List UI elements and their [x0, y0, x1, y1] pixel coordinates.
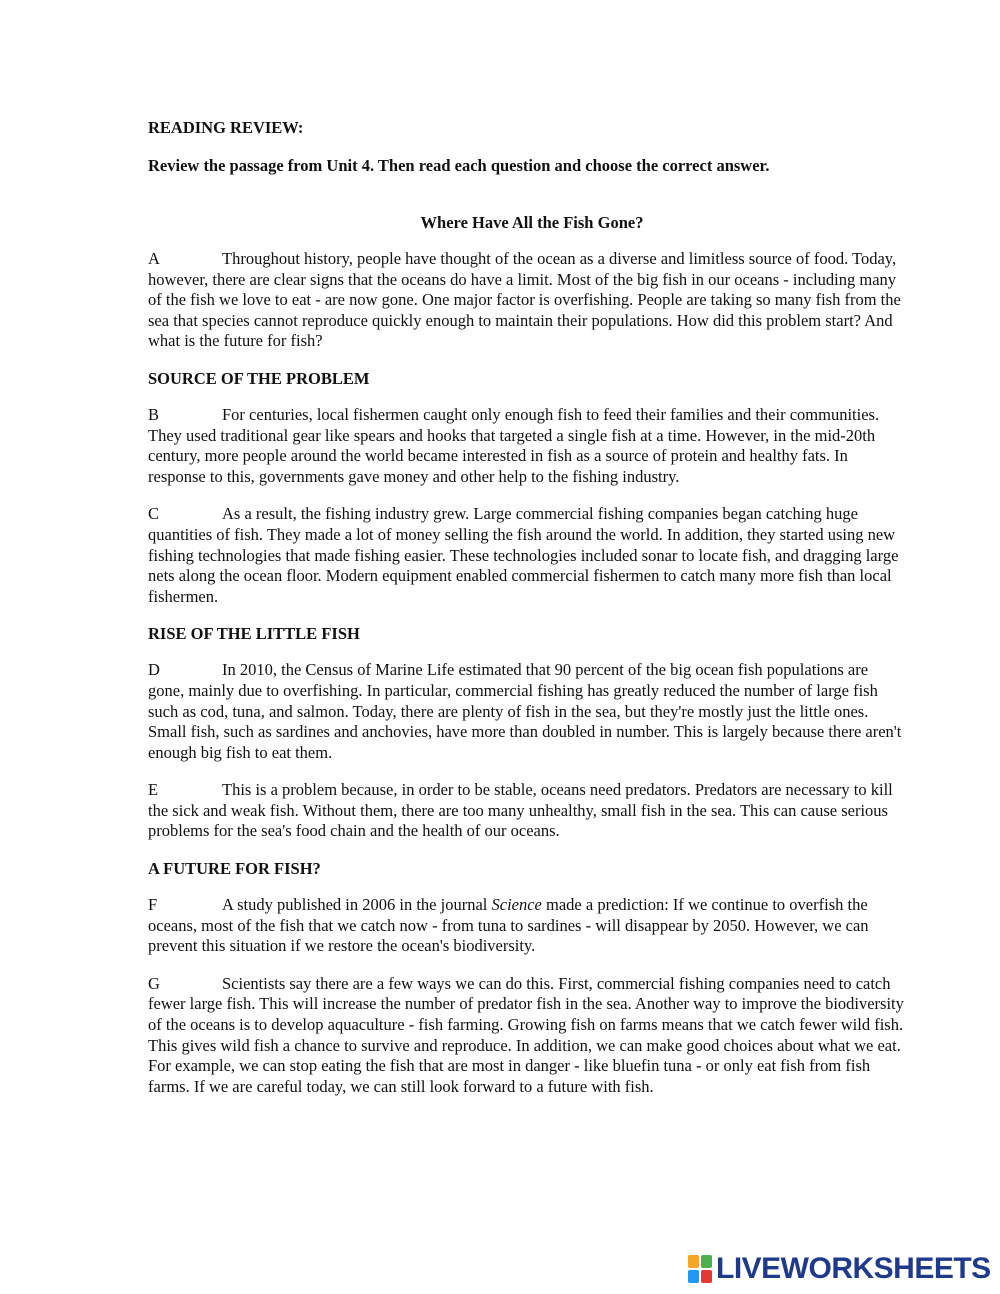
paragraph-text: Throughout history, people have thought of the ocean as a diverse and limitless source of food. Today, however, there are clear signs that the oceans do have a limit. Most of the big fish in our oceans - including many of the fish we love to eat - are now gone. One major factor is overfishing. People are taking so many fish from the sea that species cannot reproduce quickly enough to maintain their populations. How did this problem start? And what is the future for fish?: [148, 249, 901, 351]
logo-square-icon: [688, 1270, 699, 1283]
paragraph-letter: F: [148, 895, 158, 915]
paragraph-letter: C: [148, 504, 160, 524]
instructions: Review the passage from Unit 4. Then read each question and choose the correct answer.: [148, 156, 770, 175]
paragraph-c: [148, 504, 908, 607]
paragraph-letter: G: [148, 973, 160, 993]
reading-review-heading: READING REVIEW:: [148, 118, 304, 137]
logo-square-icon: [688, 1255, 699, 1268]
section-heading-source: SOURCE OF THE PROBLEM: [148, 368, 370, 388]
paragraph-text: For centuries, local fishermen caught only enough fish to feed their families and their communities. They used traditional gear like spears and hooks that targeted a single fish at a time. However, in the mid-20th century, more people around the world became interested in fish as a source of protein and healthy fats. In response to this, governments gave money and other help to the fishing industry.: [148, 404, 880, 486]
paragraph-text: As a result, the fishing industry grew. Large commercial fishing companies began catching huge quantities of fish. They made a lot of money selling the fish around the world. In addition, they started using new fishing technologies that made fishing easier. These technologies included sonar to locate fish, and dragging large nets along the ocean floor. Modern equipment enabled commercial fishermen to catch many more fish than local fishermen.: [148, 504, 899, 606]
section-heading-future: A FUTURE FOR FISH?: [148, 859, 321, 879]
paragraph-letter: B: [148, 404, 160, 424]
paragraph-text: In 2010, the Census of Marine Life estimated that 90 percent of the big ocean fish populations are gone, mainly due to overfishing. In particular, commercial fishing has greatly reduced the number of large fish such as cod, tuna, and salmon. Today, there are plenty of fish in the sea, but they're mostly just the little ones. Small fish, such as sardines and anchovies, have more than doubled in number. This is largely because there aren't enough big fish to eat them.: [148, 660, 902, 762]
paragraph-g: [148, 974, 908, 1098]
journal-name: Science: [491, 895, 542, 915]
paragraph-text-before: A study published in 2006 in the journal: [222, 895, 492, 915]
paragraph-text-after: made a prediction: If we continue to overfish the oceans, most of the fish that we catch now - from tuna to sardines - will disappear by 2050. However, we can prevent this situation if we restore the ocean's biodiversity.: [148, 895, 869, 956]
logo-square-icon: [701, 1270, 712, 1283]
logo-text: LIVEWORKSHEETS: [716, 1252, 991, 1285]
logo-mark-icon: [688, 1255, 712, 1283]
paragraph-a: [148, 249, 908, 352]
section-heading-rise: RISE OF THE LITTLE FISH: [148, 624, 360, 644]
logo-square-icon: [701, 1255, 712, 1268]
paragraph-f: [148, 895, 908, 957]
document-page: [148, 118, 908, 1114]
paragraph-letter: D: [148, 660, 160, 680]
paragraph-text: This is a problem because, in order to be stable, oceans need predators. Predators are necessary to kill the sick and weak fish. Without them, there are too many unhealthy, small fish in the sea. This can cause serious problems for the sea's food chain and the health of our oceans.: [148, 780, 893, 841]
liveworksheets-logo: [688, 1253, 991, 1285]
paragraph-letter: A: [148, 249, 160, 268]
passage-title: Where Have All the Fish Gone?: [420, 213, 644, 232]
paragraph-d: [148, 660, 908, 763]
paragraph-e: [148, 780, 908, 842]
paragraph-b: [148, 405, 908, 487]
paragraph-text: Scientists say there are a few ways we can do this. First, commercial fishing companies need to catch fewer large fish. This will increase the number of predator fish in the sea. Another way to improve the biodiversity of the oceans is to develop aquaculture - fish farming. Growing fish on farms means that we catch fewer wild fish. This gives wild fish a chance to survive and reproduce. In addition, we can make good choices about what we eat. For example, we can stop eating the fish that are most in danger - like bluefin tuna - or only eat fish from fish farms. If we are careful today, we can still look forward to a future with fish.: [148, 973, 904, 1096]
paragraph-letter: E: [148, 780, 159, 800]
